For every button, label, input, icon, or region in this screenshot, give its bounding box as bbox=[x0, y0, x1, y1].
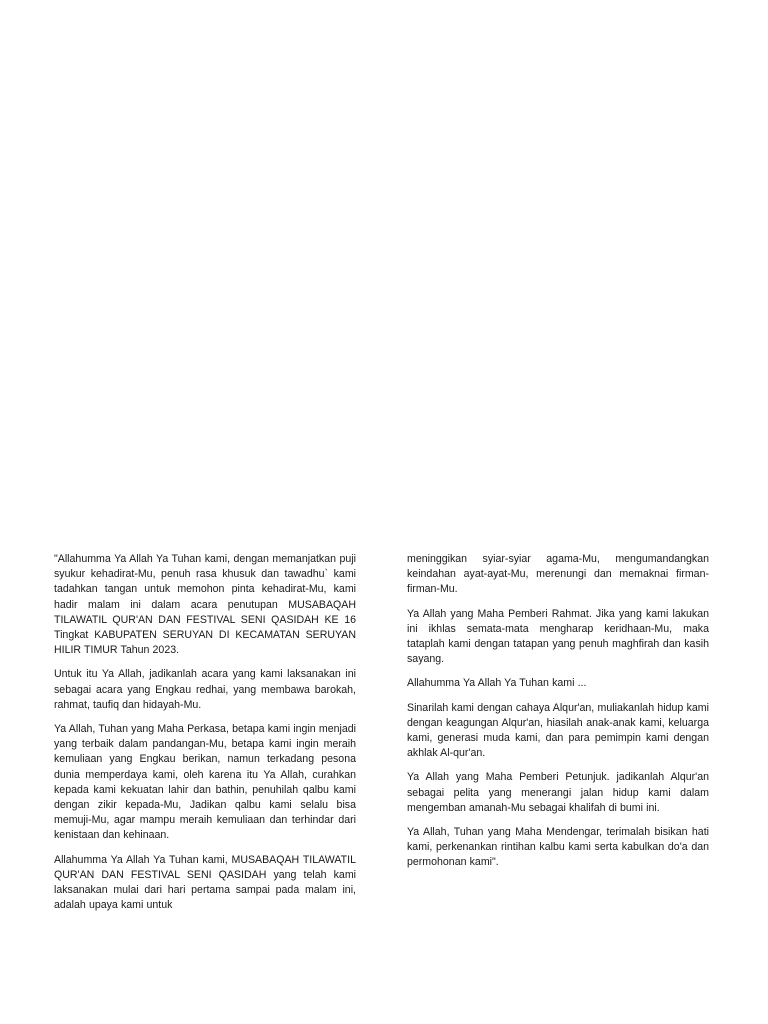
left-column bbox=[54, 552, 356, 922]
paragraph-mtq-effort: Allahumma Ya Allah Ya Tuhan kami, MUSABAQAH TILAWATIL QUR'AN DAN FESTIVAL SENI QASIDAH yang telah kami laksanakan mulai dari hari pertama sampai pada malam ini, adalah upaya kami untuk bbox=[54, 853, 356, 912]
paragraph-cahaya-alquran: Sinarilah kami dengan cahaya Alqur'an, muliakanlah hidup kami dengan keagungan Alqur'an, hiasilah anak-anak kami, keluarga kami, generasi muda kami, dan para pemimpin kami dengan akhlak Al-qur'an. bbox=[407, 701, 709, 760]
paragraph-invocation: Allahumma Ya Allah Ya Tuhan kami ... bbox=[407, 677, 587, 690]
paragraph-opening-prayer: "Allahumma Ya Allah Ya Tuhan kami, dengan memanjatkan puji syukur kehadirat-Mu, penuh rasa khusuk dan tawadhu` kami tadahkan tangan untuk memohon pinta kehadirat-Mu, kami hadir malam ini dalam acara penutupan MUSABAQAH TILAWATIL QUR'AN DAN FESTIVAL SENI QASIDAH KE 16 Tingkat KABUPATEN SERUYAN DI KECAMATAN SERUYAN HILIR TIMUR Tahun 2023. bbox=[54, 553, 356, 657]
paragraph-event-blessing: Untuk itu Ya Allah, jadikanlah acara yang kami laksanakan ini sebagai acara yang Engkau redhai, yang membawa barokah, rahmat, taufiq dan hidayah-Mu. bbox=[54, 668, 356, 711]
paragraph-maha-pemberi-rahmat: Ya Allah yang Maha Pemberi Rahmat. Jika yang kami lakukan ini ikhlas semata-mata mengharap keridhaan-Mu, maka tataplah kami dengan tatapan yang penuh maghfirah dan kasih sayang. bbox=[407, 607, 709, 666]
paragraph-maha-perkasa: Ya Allah, Tuhan yang Maha Perkasa, betapa kami ingin menjadi yang terbaik dalam pandangan-Mu, betapa kami ingin meraih kemuliaan yang Engkau berikan, namun terkadang pesona dunia memperdaya kami, oleh karena itu Ya Allah, curahkan kepada kami kekuatan lahir dan bathin, penuhilah qalbu kami dengan zikir kepada-Mu, Jadikan qalbu kami selalu bisa memuji-Mu, agar mampu meraih kemuliaan dan terhindar dari kenistaan dan kehinaan. bbox=[54, 723, 356, 842]
paragraph-closing-prayer: Ya Allah, Tuhan yang Maha Mendengar, terimalah bisikan hati kami, perkenankan rintihan kalbu kami serta kabulkan do'a dan permohonan kami". bbox=[407, 826, 709, 869]
paragraph-continuation: meninggikan syiar-syiar agama-Mu, mengumandangkan keindahan ayat-ayat-Mu, merenungi dan memaknai firman-firman-Mu. bbox=[407, 553, 709, 596]
paragraph-maha-pemberi-petunjuk: Ya Allah yang Maha Pemberi Petunjuk. jadikanlah Alqur'an sebagai pelita yang menerangi jalan hidup kami dalam mengemban amanah-Mu sebagai khalifah di bumi ini. bbox=[407, 771, 709, 814]
right-column bbox=[407, 552, 709, 880]
